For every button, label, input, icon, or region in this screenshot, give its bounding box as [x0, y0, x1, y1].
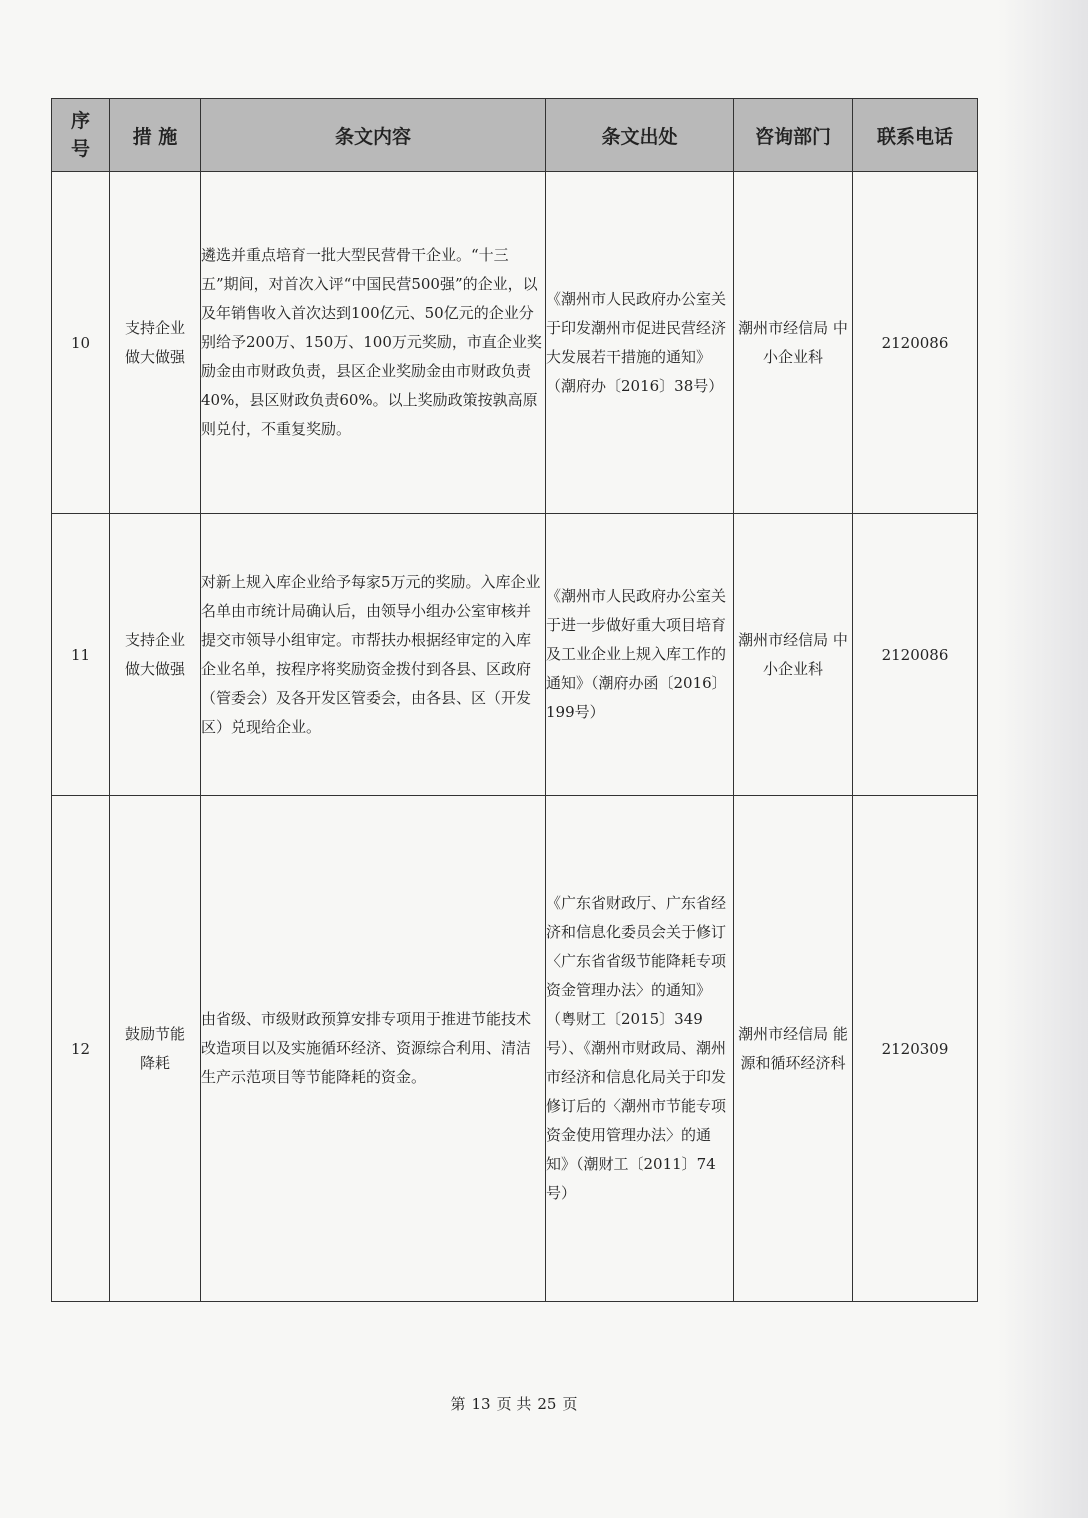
row-measure: [110, 172, 201, 514]
row-dept: 潮州市经信局 中小企业科: [734, 514, 853, 796]
row-source: 《潮州市人民政府办公室关于进一步做好重大项目培育及工业企业上规入库工作的通知》（潮府办函〔2016〕199号）: [546, 514, 734, 796]
row-measure: [110, 514, 201, 796]
footer-total-pages: 25: [537, 1395, 557, 1413]
row-measure: [110, 796, 201, 1302]
header-measure: 措 施: [110, 99, 201, 172]
footer-mid: 页 共: [496, 1395, 532, 1413]
row-seq: 10: [52, 172, 110, 514]
row-dept: 潮州市经信局 能源和循环经济科: [734, 796, 853, 1302]
row-phone: 2120086: [853, 514, 978, 796]
row-dept: 潮州市经信局 中小企业科: [734, 172, 853, 514]
row-phone: 2120086: [853, 172, 978, 514]
header-phone: 联系电话: [853, 99, 978, 172]
row-source: 《潮州市人民政府办公室关于印发潮州市促进民营经济大发展若干措施的通知》（潮府办〔2016〕38号）: [546, 172, 734, 514]
header-dept: 咨询部门: [734, 99, 853, 172]
footer-prefix: 第: [450, 1395, 466, 1413]
header-source: 条文出处: [546, 99, 734, 172]
row-measure-text: 鼓励节能降耗: [124, 1024, 185, 1072]
table-row: [52, 514, 978, 796]
row-seq: 12: [52, 796, 110, 1302]
row-content: 对新上规入库企业给予每家5万元的奖励。入库企业名单由市统计局确认后，由领导小组办公室审核并提交市领导小组审定。市帮扶办根据经审定的入库企业名单，按程序将奖励资金拨付到各县、区政府（管委会）及各开发区管委会，由各县、区（开发区）兑现给企业。: [201, 514, 546, 796]
row-phone: 2120309: [853, 796, 978, 1302]
footer-current-page: 13: [471, 1395, 491, 1413]
table-row: [52, 796, 978, 1302]
header-seq: [52, 99, 110, 172]
page-edge-shadow: [998, 0, 1088, 1518]
header-content: 条文内容: [201, 99, 546, 172]
header-row: [52, 99, 978, 172]
row-source: 《广东省财政厅、广东省经济和信息化委员会关于修订〈广东省省级节能降耗专项资金管理办法〉的通知》（粤财工〔2015〕349号）、《潮州市财政局、潮州市经济和信息化局关于印发修订后的〈潮州市节能专项资金使用管理办法〉的通知》（潮财工〔2011〕74号）: [546, 796, 734, 1302]
row-content: 遴选并重点培育一批大型民营骨干企业。“十三五”期间，对首次入评“中国民营500强”的企业，以及年销售收入首次达到100亿元、50亿元的企业分别给予200万、150万、100万元奖励，市直企业奖励金由市财政负责，县区企业奖励金由市财政负责40%，县区财政负责60%。以上奖励政策按孰高原则兑付，不重复奖励。: [201, 172, 546, 514]
row-measure-text: 支持企业做大做强: [124, 630, 185, 678]
policy-table: [51, 98, 978, 1302]
footer-suffix: 页: [562, 1395, 578, 1413]
row-measure-text: 支持企业做大做强: [124, 318, 185, 366]
row-seq: 11: [52, 514, 110, 796]
header-seq-label: 序号: [70, 110, 90, 160]
table-row: [52, 172, 978, 514]
page-footer: [0, 1393, 1028, 1414]
row-content: 由省级、市级财政预算安排专项用于推进节能技术改造项目以及实施循环经济、资源综合利用、清洁生产示范项目等节能降耗的资金。: [201, 796, 546, 1302]
